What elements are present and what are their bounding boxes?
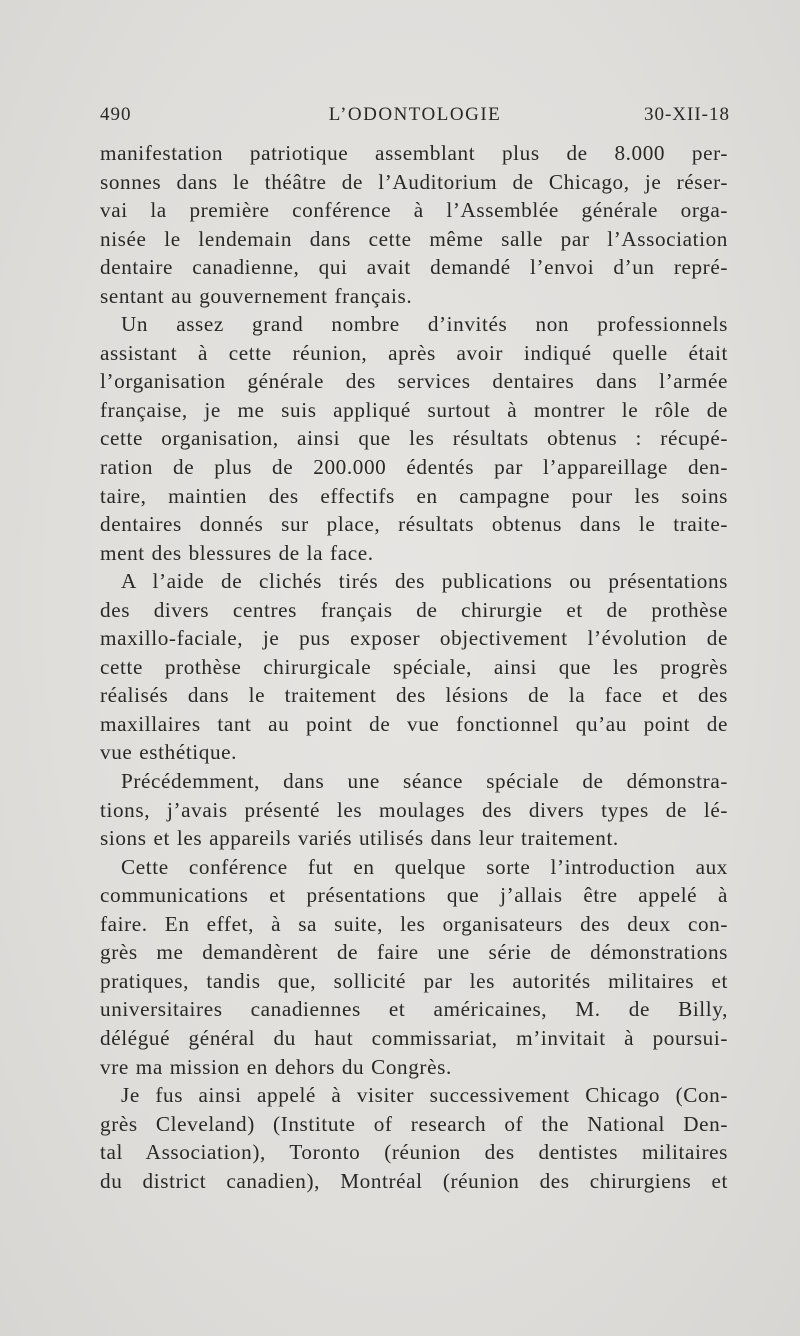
journal-title: L’ODONTOLOGIE bbox=[328, 104, 502, 125]
body-text bbox=[100, 139, 728, 1195]
issue-date: 30-XII-18 bbox=[643, 104, 730, 125]
paragraph bbox=[100, 139, 728, 310]
text-line: vre ma mission en dehors du Congrès. bbox=[100, 1054, 452, 1079]
text-line: délégué général du haut commissariat, m’invitait à poursui- bbox=[100, 1025, 728, 1050]
text-line: cette organisation, ainsi que les résultats obtenus : récupé- bbox=[100, 426, 728, 451]
running-header bbox=[100, 104, 730, 134]
text-line: vai la première conférence à l’Assemblée générale orga- bbox=[100, 198, 728, 223]
text-line: Cette conférence fut en quelque sorte l’introduction aux bbox=[121, 854, 728, 879]
text-line: sions et les appareils variés utilisés dans leur traitement. bbox=[100, 826, 619, 851]
text-line: l’organisation générale des services dentaires dans l’armée bbox=[100, 369, 728, 394]
text-line: manifestation patriotique assemblant plus de 8.000 per- bbox=[100, 141, 728, 165]
text-line: du district canadien), Montréal (réunion des chirurgiens et bbox=[100, 1168, 728, 1193]
text-line: Je fus ainsi appelé à visiter successivement Chicago (Con- bbox=[121, 1083, 728, 1108]
text-line: Un assez grand nombre d’invités non professionnels bbox=[121, 312, 728, 337]
text-line: A l’aide de clichés tirés des publications ou présentations bbox=[121, 569, 728, 594]
text-line: Précédemment, dans une séance spéciale de démonstra- bbox=[121, 769, 728, 794]
text-line: pratiques, tandis que, sollicité par les autorités militaires et bbox=[100, 968, 728, 993]
text-line: française, je me suis appliqué surtout à montrer le rôle de bbox=[100, 397, 728, 422]
text-line: communications et présentations que j’allais être appelé à bbox=[100, 883, 728, 908]
text-line: grès me demandèrent de faire une série de démonstrations bbox=[100, 940, 728, 965]
text-line: grès Cleveland) (Institute of research of the National Den- bbox=[100, 1111, 728, 1136]
text-line: dentaire canadienne, qui avait demandé l’envoi d’un repré- bbox=[100, 255, 728, 280]
paragraph bbox=[100, 853, 728, 1081]
page-number: 490 bbox=[100, 104, 132, 125]
text-line: universitaires canadiennes et américaines, M. de Billy, bbox=[100, 997, 728, 1022]
text-line: réalisés dans le traitement des lésions de la face et des bbox=[100, 683, 728, 708]
text-line: sentant au gouvernement français. bbox=[100, 283, 413, 308]
text-line: maxillo-faciale, je pus exposer objectivement l’évolution de bbox=[100, 626, 728, 651]
text-line: faire. En effet, à sa suite, les organisateurs des deux con- bbox=[100, 911, 728, 936]
paragraph bbox=[100, 310, 728, 567]
text-line: nisée le lendemain dans cette même salle par l’Association bbox=[100, 226, 728, 251]
text-line: cette prothèse chirurgicale spéciale, ainsi que les progrès bbox=[100, 654, 728, 679]
paragraph bbox=[100, 767, 728, 853]
text-line: taire, maintien des effectifs en campagne pour les soins bbox=[100, 483, 728, 508]
text-line: sonnes dans le théâtre de l’Auditorium de Chicago, je réser- bbox=[100, 169, 728, 194]
text-line: vue esthétique. bbox=[100, 740, 238, 765]
text-line: ment des blessures de la face. bbox=[100, 540, 374, 565]
text-line: assistant à cette réunion, après avoir indiqué quelle était bbox=[100, 340, 728, 365]
text-line: dentaires donnés sur place, résultats obtenus dans le traite- bbox=[100, 512, 728, 537]
paragraph bbox=[100, 567, 728, 767]
paragraph bbox=[100, 1081, 728, 1195]
text-line: des divers centres français de chirurgie et de prothèse bbox=[100, 597, 728, 622]
text-line: maxillaires tant au point de vue fonctionnel qu’au point de bbox=[100, 711, 728, 736]
text-line: ration de plus de 200.000 édentés par l’appareillage den- bbox=[100, 455, 728, 480]
text-line: tal Association), Toronto (réunion des dentistes militaires bbox=[100, 1140, 728, 1165]
text-line: tions, j’avais présenté les moulages des divers types de lé- bbox=[100, 797, 728, 822]
